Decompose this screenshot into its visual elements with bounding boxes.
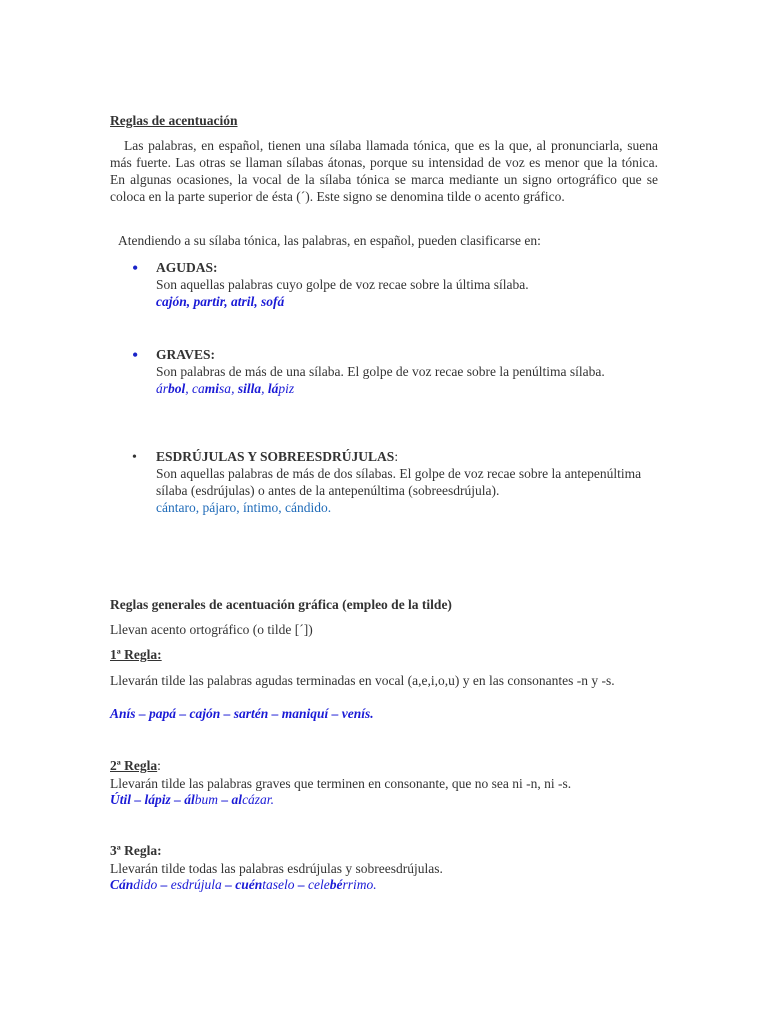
example-syllable: ca (192, 381, 205, 396)
separator: , (231, 381, 238, 396)
rule2-text: Llevarán tilde las palabras graves que terminen en consonante, que no sea ni -n, ni -s. (110, 776, 572, 791)
rule3-text: Llevarán tilde todas las palabras esdrújulas y sobreesdrújulas. (110, 861, 443, 876)
separator: – (221, 877, 236, 892)
classification-lead: Atendiendo a su sílaba tónica, las palabras, en español, pueden clasificarse en: (118, 233, 541, 248)
graves-item (156, 346, 646, 397)
example-syllable: jula (200, 877, 222, 892)
rule3-examples (110, 877, 377, 893)
separator: , (261, 381, 268, 396)
separator: , (186, 294, 194, 309)
example-syllable: mi (204, 381, 220, 396)
example-syllable: ál (184, 792, 195, 807)
rule2-title (110, 758, 161, 774)
document-title: Reglas de acentuación (110, 113, 238, 128)
example-word: atril (231, 294, 255, 309)
period: . (270, 792, 274, 807)
separator: , (185, 381, 193, 396)
tilde-intro: Llevan acento ortográfico (o tilde [´]) (110, 622, 313, 637)
separator: – (131, 792, 145, 807)
example-syllable: rrimo (342, 877, 374, 892)
esdrujulas-text: Son aquellas palabras de más de dos sílabas. El golpe de voz recae sobre la antepenúltima sílaba (esdrújulas) o antes de la antepenúltima (sobreesdrújula). (156, 466, 642, 498)
rule1-examples: Anís – papá – cajón – sartén – maniquí – venís. (110, 706, 374, 721)
colon: : (157, 758, 161, 773)
example-word: Útil (110, 792, 132, 807)
rule1-title (110, 647, 162, 663)
example-syllable: cuén (235, 877, 263, 892)
esdrujulas-heading: ESDRÚJULAS Y SOBREESDRÚJULAS (156, 449, 395, 464)
example-word: sofá (261, 294, 285, 309)
agudas-examples (156, 293, 646, 310)
esdrujulas-heading-line (156, 448, 646, 465)
example-syllable: lla (246, 381, 262, 396)
example-syllable: bé (329, 877, 343, 892)
rule2-examples (110, 792, 274, 808)
esdrujulas-examples: cántaro, pájaro, íntimo, cándido. (156, 500, 332, 515)
example-syllable: ár (156, 381, 169, 396)
separator: , (254, 294, 262, 309)
separator: , (224, 294, 232, 309)
example-syllable: al (231, 792, 243, 807)
bullet-icon: • (132, 258, 139, 278)
example-syllable: bum (194, 792, 219, 807)
intro-paragraph: Las palabras, en español, tienen una sílaba llamada tónica, que es la que, al pronunciarla, suena más fuerte. Las otras se llaman sílabas átonas, porque su intensidad de voz es menor que la tónica. En algunas ocasiones, la vocal de la sílaba tónica se marca mediante un signo ortográfico que se coloca en la parte superior de ésta (´). Este signo se denomina tilde o acento gráfico. (110, 138, 658, 204)
graves-heading: GRAVES: (156, 347, 216, 362)
separator: – (294, 877, 309, 892)
example-syllable: lá (267, 381, 279, 396)
example-syllable: Cán (110, 877, 134, 892)
bullet-icon: • (132, 345, 139, 365)
example-syllable: dido (133, 877, 158, 892)
example-syllable: si (237, 381, 247, 396)
bullet-icon: • (132, 450, 137, 465)
example-syllable: esdrú (170, 877, 201, 892)
section-title-general-rules: Reglas generales de acentuación gráfica (empleo de la tilde) (110, 597, 452, 612)
example-word: cajón (156, 294, 187, 309)
graves-text: Son palabras de más de una sílaba. El golpe de voz recae sobre la penúltima sílaba. (156, 364, 605, 379)
agudas-text: Son aquellas palabras cuyo golpe de voz recae sobre la última sílaba. (156, 277, 529, 292)
example-syllable: sa (219, 381, 232, 396)
rule1-title-text: 1ª Regla: (110, 647, 162, 662)
separator: – (157, 877, 171, 892)
rule1-text: Llevarán tilde las palabras agudas terminadas en vocal (a,e,i,o,u) y en las consonantes -n y -s. (110, 673, 615, 688)
example-syllable: taselo (262, 877, 295, 892)
example-word: partir (193, 294, 225, 309)
colon: : (394, 449, 399, 464)
rule2-title-text: 2ª Regla (110, 758, 158, 773)
agudas-item (156, 259, 646, 310)
esdrujulas-item (156, 448, 646, 516)
rule3-title: 3ª Regla: (110, 843, 162, 858)
example-word: lápiz (144, 792, 171, 807)
separator: – (170, 792, 185, 807)
example-syllable: cázar (242, 792, 271, 807)
graves-examples (156, 380, 646, 397)
example-syllable: bol (168, 381, 186, 396)
agudas-heading: AGUDAS: (156, 260, 218, 275)
example-syllable: cele (308, 877, 330, 892)
example-syllable: piz (278, 381, 295, 396)
period: . (373, 877, 377, 892)
separator: – (218, 792, 232, 807)
